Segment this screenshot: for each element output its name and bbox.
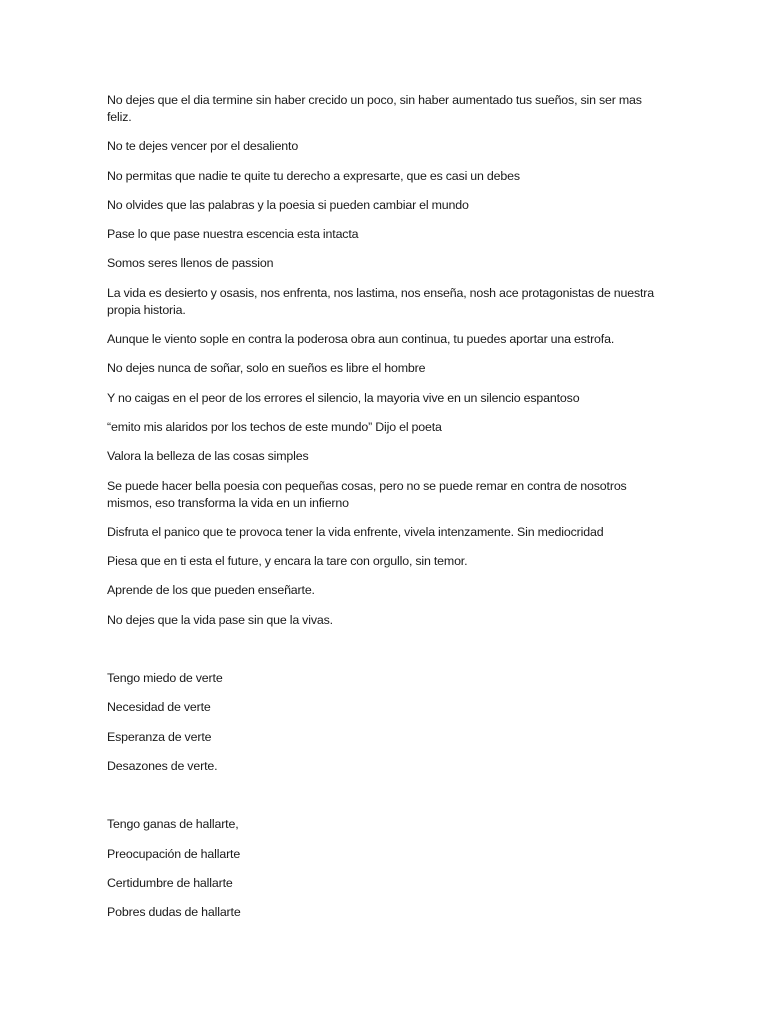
- paragraph: La vida es desierto y osasis, nos enfrenta, nos lastima, nos enseña, nosh ace protagonistas de nuestra propia historia.: [107, 285, 654, 317]
- paragraph: Aprende de los que pueden enseñarte.: [107, 583, 315, 598]
- stanza-gap: [107, 787, 662, 816]
- paragraph: Pase lo que pase nuestra escencia esta intacta: [107, 227, 359, 242]
- paragraph: “emito mis alaridos por los techos de este mundo” Dijo el poeta: [107, 419, 442, 434]
- paragraph: No te dejes vencer por el desaliento: [107, 139, 299, 154]
- paragraph: Piesa que en ti esta el future, y encara la tare con orgullo, sin temor.: [107, 554, 468, 569]
- stanza-line: Preocupación de hallarte: [107, 846, 241, 861]
- stanza-line: Tengo miedo de verte: [107, 671, 223, 686]
- stanza-line: Desazones de verte.: [107, 758, 218, 773]
- paragraph: No dejes que la vida pase sin que la vivas.: [107, 612, 333, 627]
- stanza-line: Certidumbre de hallarte: [107, 875, 233, 890]
- stanza-line: Pobres dudas de hallarte: [107, 905, 241, 920]
- stanza-gap: [107, 641, 662, 670]
- paragraph: Disfruta el panico que te provoca tener la vida enfrente, vivela intenzamente. Sin mediocridad: [107, 524, 604, 539]
- document-body: [107, 92, 662, 933]
- paragraph: No dejes que el dia termine sin haber crecido un poco, sin haber aumentado tus sueños, sin ser mas feliz.: [107, 93, 642, 124]
- paragraph: Valora la belleza de las cosas simples: [107, 449, 309, 464]
- paragraph: Aunque le viento sople en contra la poderosa obra aun continua, tu puedes aportar una estrofa.: [107, 332, 615, 347]
- paragraph: No olvides que las palabras y la poesia si pueden cambiar el mundo: [107, 197, 469, 212]
- stanza-line: Esperanza de verte: [107, 729, 212, 744]
- paragraph: No permitas que nadie te quite tu derecho a expresarte, que es casi un debes: [107, 168, 520, 183]
- stanza-line: Necesidad de verte: [107, 700, 211, 715]
- stanza-line: Tengo ganas de hallarte,: [107, 817, 239, 832]
- paragraph: No dejes nunca de soñar, solo en sueños es libre el hombre: [107, 361, 426, 376]
- paragraph: Se puede hacer bella poesia con pequeñas cosas, pero no se puede remar en contra de nosotros mismos, eso transforma la vida en un infierno: [107, 478, 627, 510]
- paragraph: Somos seres llenos de passion: [107, 256, 274, 271]
- paragraph: Y no caigas en el peor de los errores el silencio, la mayoria vive en un silencio espantoso: [107, 390, 580, 405]
